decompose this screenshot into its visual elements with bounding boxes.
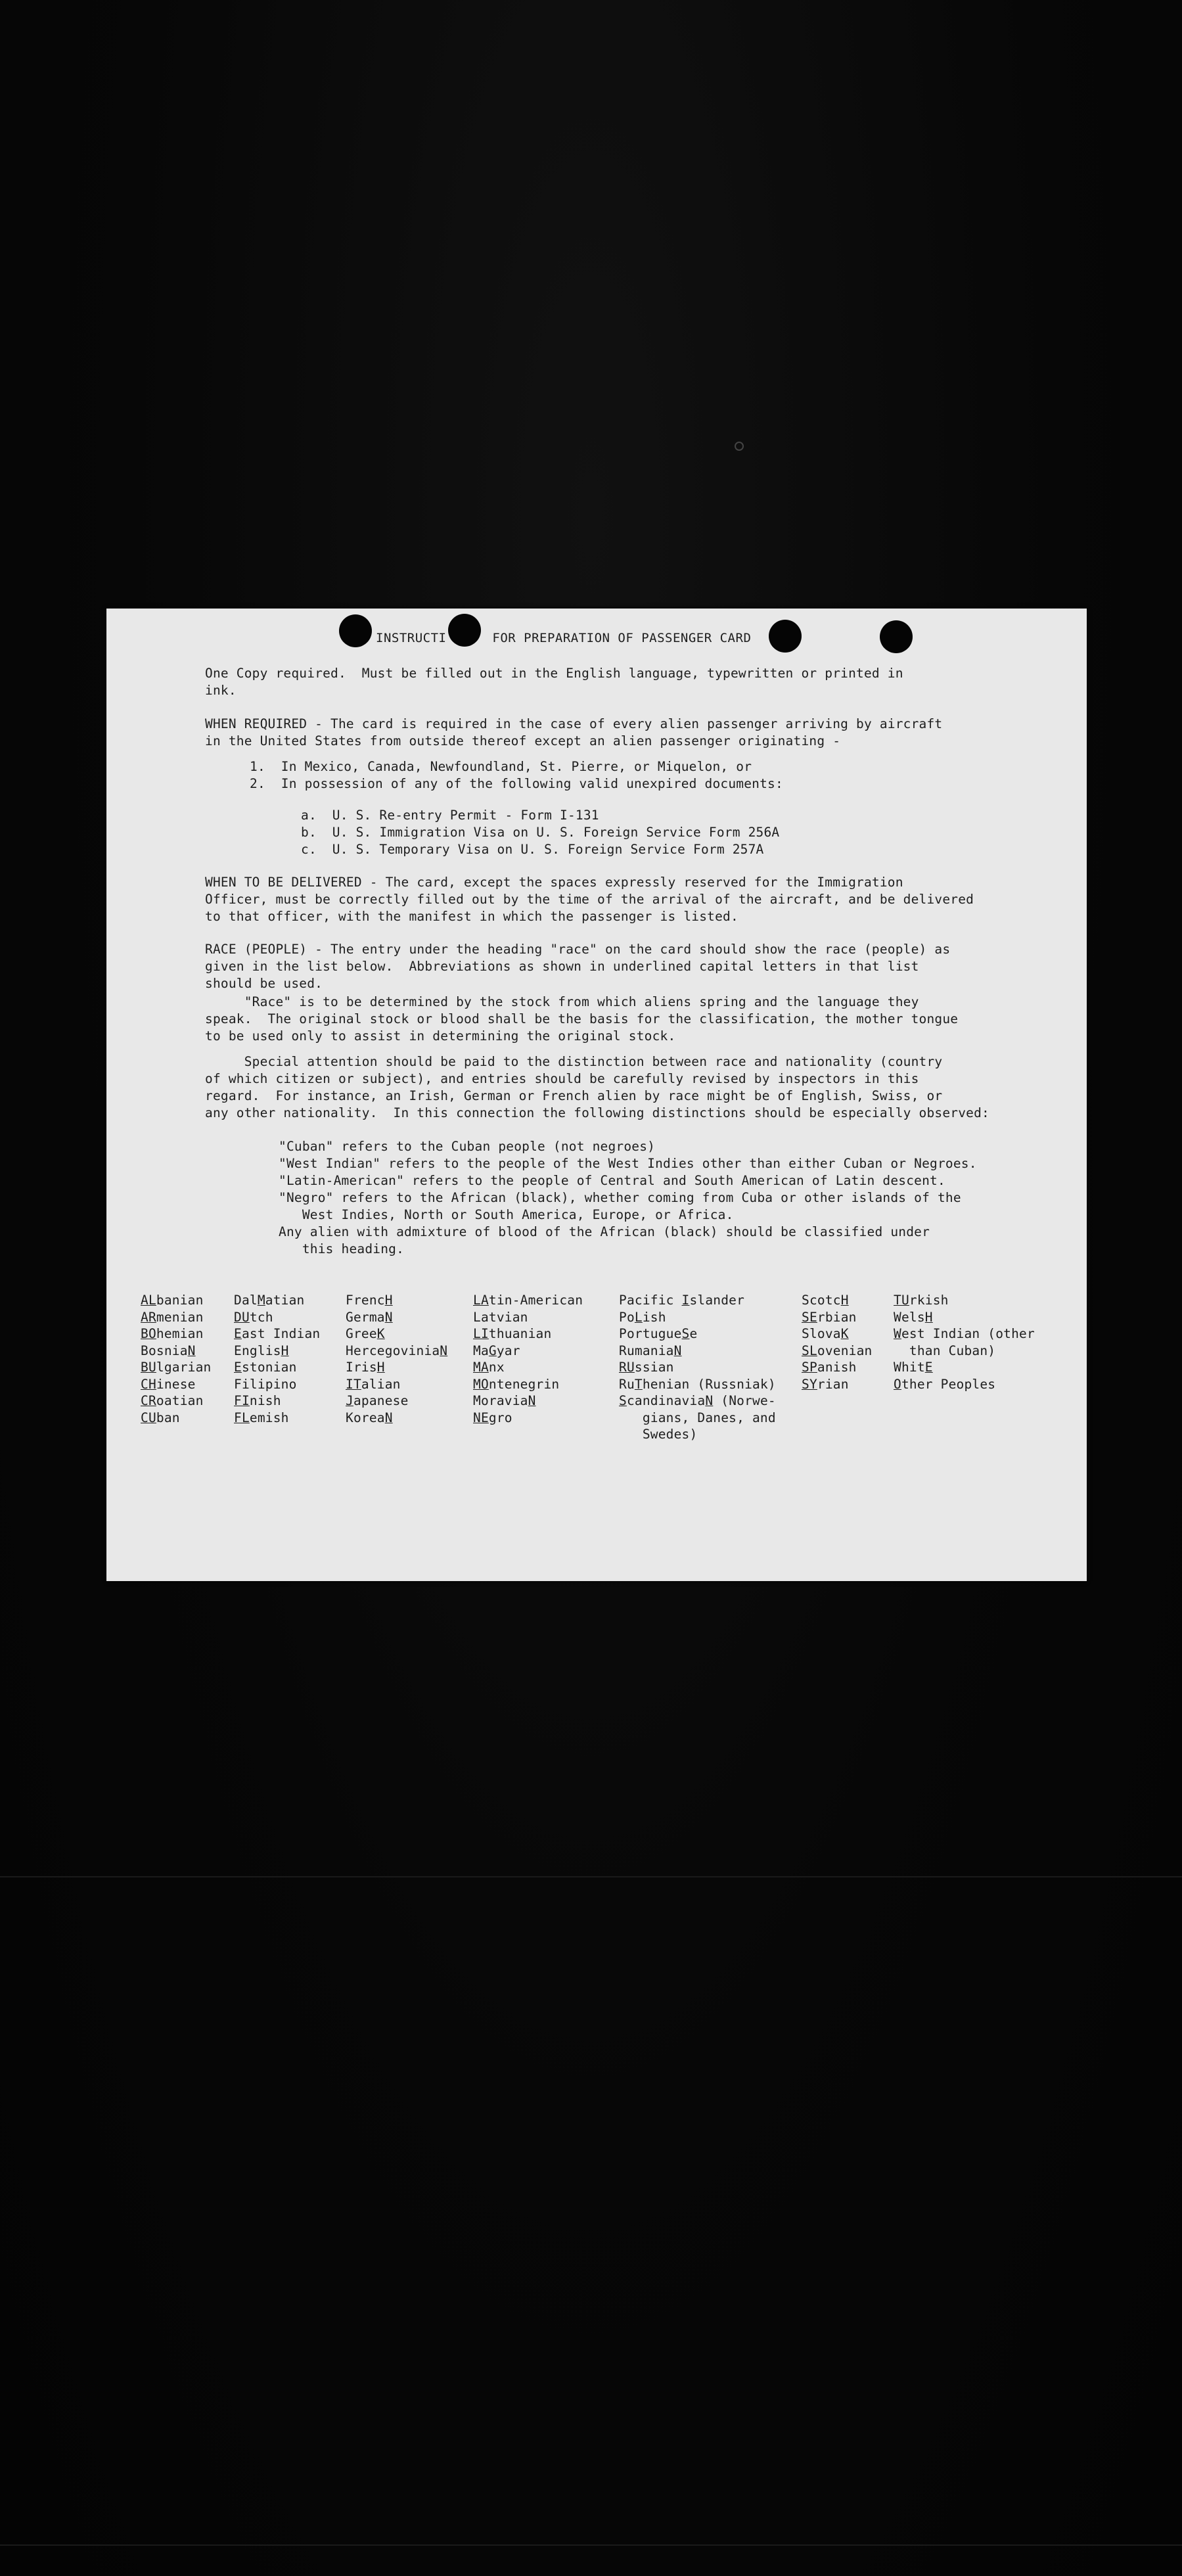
race-entry: Latvian: [473, 1309, 528, 1325]
race-determined-line-3: to be used only to assist in determining the original stock.: [205, 1028, 676, 1044]
when-delivered-line-3: to that officer, with the manifest in which the passenger is listed.: [205, 909, 739, 924]
punch-hole: [339, 614, 372, 647]
race-entry: SLovenian: [802, 1343, 873, 1358]
race-abbreviation: SE: [802, 1309, 817, 1325]
film-speck: [735, 442, 744, 451]
race-entry: BOhemian: [141, 1326, 204, 1341]
race-entry: gians, Danes, and: [619, 1410, 776, 1425]
race-abbreviation: FL: [234, 1410, 250, 1425]
race-entry: IrisH: [346, 1360, 385, 1375]
race-entry: HercegoviniaN: [346, 1343, 448, 1358]
race-entry: BUlgarian: [141, 1360, 212, 1375]
distinction-negro-1: "Negro" refers to the African (black), whether coming from Cuba or other islands of the: [279, 1190, 961, 1205]
race-entry: MAnx: [473, 1360, 505, 1375]
race-abbreviation: H: [384, 1293, 393, 1308]
race-abbreviation: K: [840, 1326, 849, 1341]
race-entry: NEgro: [473, 1410, 512, 1425]
race-entry: SErbian: [802, 1309, 857, 1325]
race-entry: PoLish: [619, 1309, 666, 1325]
document-title: INSTRUCTI FOR PREPARATION OF PASSENGER CARD: [376, 631, 752, 645]
document-item-b: b. U. S. Immigration Visa on U. S. Foreign Service Form 256A: [301, 825, 780, 840]
race-abbreviation: E: [924, 1360, 933, 1375]
race-entry: West Indian (other: [894, 1326, 1035, 1341]
punch-hole: [769, 620, 802, 653]
race-abbreviation: SY: [802, 1376, 817, 1392]
film-band: [0, 1876, 1182, 1877]
document-item-c: c. U. S. Temporary Visa on U. S. Foreign Service Form 257A: [301, 842, 764, 857]
passenger-card-instructions-page: [106, 609, 1087, 1581]
race-entry: Other Peoples: [894, 1376, 996, 1392]
race-entry: MoraviaN: [473, 1393, 536, 1408]
race-entry: Swedes): [619, 1427, 698, 1442]
race-abbreviation: FI: [234, 1393, 250, 1408]
race-entry: ARmenian: [141, 1309, 204, 1325]
race-list-column-1: [141, 1292, 211, 1426]
document-item-a: a. U. S. Re-entry Permit - Form I-131: [301, 808, 599, 823]
race-entry: RumaniaN: [619, 1343, 682, 1358]
race-entry: East Indian: [234, 1326, 321, 1341]
distinction-negro-2: West Indies, North or South America, Europe, or Africa.: [279, 1207, 734, 1222]
race-entry: FLemish: [234, 1410, 289, 1425]
race-abbreviation: M: [257, 1293, 265, 1308]
race-entry: DalMatian: [234, 1293, 305, 1308]
race-entry: CHinese: [141, 1376, 196, 1392]
race-abbreviation: H: [924, 1309, 933, 1325]
when-required-line-2: in the United States from outside thereof except an alien passenger originating -: [205, 733, 841, 748]
race-abbreviation: N: [187, 1343, 196, 1358]
race-abbreviation: LI: [473, 1326, 489, 1341]
race-abbreviation: T: [634, 1376, 643, 1392]
special-attention-line-4: any other nationality. In this connection the following distinctions should be especially observed:: [205, 1105, 989, 1120]
race-entry: GermaN: [346, 1309, 393, 1325]
race-abbreviation: S: [619, 1393, 627, 1408]
special-attention-line-1: Special attention should be paid to the distinction between race and nationality (country: [205, 1054, 943, 1069]
race-entry: Pacific Islander: [619, 1293, 745, 1308]
race-abbreviation: LA: [473, 1293, 489, 1308]
race-abbreviation: G: [488, 1343, 497, 1358]
race-entry: TUrkish: [894, 1293, 949, 1308]
race-abbreviation: MO: [473, 1376, 489, 1392]
race-abbreviation: SP: [802, 1360, 817, 1375]
race-abbreviation: N: [528, 1393, 536, 1408]
race-entry: ScandinaviaN (Norwe-: [619, 1393, 776, 1408]
race-list-column-5: [619, 1292, 776, 1443]
race-abbreviation: N: [384, 1410, 393, 1425]
race-abbreviation: CR: [141, 1393, 156, 1408]
race-entry: FInish: [234, 1393, 281, 1408]
race-entry: KoreaN: [346, 1410, 393, 1425]
race-abbreviation: S: [681, 1326, 690, 1341]
intro-line-1: One Copy required. Must be filled out in the English language, typewritten or printed in: [205, 666, 903, 681]
race-entry: GreeK: [346, 1326, 385, 1341]
distinction-admixture-2: this heading.: [279, 1241, 405, 1256]
race-abbreviation: N: [440, 1343, 448, 1358]
race-entry: than Cuban): [894, 1343, 996, 1358]
race-abbreviation: N: [673, 1343, 682, 1358]
race-entry: RUssian: [619, 1360, 674, 1375]
when-delivered-line-2: Officer, must be correctly filled out by the time of the arrival of the aircraft, and be delivered: [205, 892, 974, 907]
race-determined-line-1: "Race" is to be determined by the stock from which aliens spring and the language they: [205, 994, 919, 1009]
distinction-cuban: "Cuban" refers to the Cuban people (not negroes): [279, 1139, 656, 1154]
race-entry: ALbanian: [141, 1293, 204, 1308]
race-abbreviation: TU: [894, 1293, 909, 1308]
race-entry: BosniaN: [141, 1343, 196, 1358]
punch-hole: [880, 620, 913, 653]
race-entry: Filipino: [234, 1376, 297, 1392]
race-list-column-6: [802, 1292, 872, 1392]
race-abbreviation: BU: [141, 1360, 156, 1375]
race-abbreviation: IT: [346, 1376, 361, 1392]
distinction-admixture-1: Any alien with admixture of blood of the African (black) should be classified under: [279, 1224, 930, 1239]
race-entry: WhitE: [894, 1360, 933, 1375]
race-abbreviation: I: [681, 1293, 690, 1308]
special-attention-line-3: regard. For instance, an Irish, German or French alien by race might be of English, Swiss, or: [205, 1088, 943, 1103]
race-entry: FrencH: [346, 1293, 393, 1308]
race-entry: LIthuanian: [473, 1326, 552, 1341]
race-abbreviation: AL: [141, 1293, 156, 1308]
race-entry: ScotcH: [802, 1293, 849, 1308]
race-abbreviation: SL: [802, 1343, 817, 1358]
race-abbreviation: CU: [141, 1410, 156, 1425]
race-abbreviation: E: [234, 1360, 242, 1375]
origin-item-2: 2. In possession of any of the following valid unexpired documents:: [250, 776, 783, 791]
race-list-column-4: [473, 1292, 583, 1426]
race-entry: PortugueSe: [619, 1326, 698, 1341]
race-entry: MaGyar: [473, 1343, 520, 1358]
race-entry: LAtin-American: [473, 1293, 583, 1308]
race-entry: CRoatian: [141, 1393, 204, 1408]
race-determined-line-2: speak. The original stock or blood shall be the basis for the classification, the mother tongue: [205, 1011, 959, 1026]
race-entry: Japanese: [346, 1393, 409, 1408]
race-abbreviation: N: [384, 1309, 393, 1325]
race-abbreviation: BO: [141, 1326, 156, 1341]
race-entry: WelsH: [894, 1309, 933, 1325]
distinction-latin-american: "Latin-American" refers to the people of Central and South American of Latin descent.: [279, 1173, 945, 1188]
race-entry: DUtch: [234, 1309, 273, 1325]
race-abbreviation: NE: [473, 1410, 489, 1425]
intro-line-2: ink.: [205, 683, 237, 698]
race-abbreviation: W: [894, 1326, 901, 1341]
race-people-line-2: given in the list below. Abbreviations as shown in underlined capital letters in that list: [205, 959, 919, 974]
race-abbreviation: AR: [141, 1309, 156, 1325]
race-abbreviation: L: [634, 1309, 643, 1325]
race-entry: ITalian: [346, 1376, 401, 1392]
race-entry: CUban: [141, 1410, 180, 1425]
film-band: [0, 2544, 1182, 2546]
race-abbreviation: O: [894, 1376, 901, 1392]
when-required-line-1: WHEN REQUIRED - The card is required in the case of every alien passenger arriving by aircraft: [205, 716, 943, 731]
race-people-line-1: RACE (PEOPLE) - The entry under the heading "race" on the card should show the race (people) as: [205, 942, 951, 957]
race-entry: Estonian: [234, 1360, 297, 1375]
when-delivered-line-1: WHEN TO BE DELIVERED - The card, except the spaces expressly reserved for the Immigration: [205, 875, 903, 890]
race-entry: RuThenian (Russniak): [619, 1376, 776, 1392]
race-abbreviation: H: [281, 1343, 289, 1358]
race-list-column-3: [346, 1292, 447, 1426]
race-people-line-3: should be used.: [205, 976, 323, 991]
race-abbreviation: MA: [473, 1360, 489, 1375]
race-entry: SPanish: [802, 1360, 857, 1375]
race-abbreviation: DU: [234, 1309, 250, 1325]
race-abbreviation: CH: [141, 1376, 156, 1392]
origin-item-1: 1. In Mexico, Canada, Newfoundland, St. Pierre, or Miquelon, or: [250, 759, 752, 774]
race-entry: MOntenegrin: [473, 1376, 560, 1392]
special-attention-line-2: of which citizen or subject), and entries should be carefully revised by inspectors in this: [205, 1071, 919, 1086]
race-abbreviation: H: [840, 1293, 849, 1308]
race-abbreviation: J: [346, 1393, 353, 1408]
race-abbreviation: E: [234, 1326, 242, 1341]
race-abbreviation: H: [376, 1360, 385, 1375]
race-list-column-2: [234, 1292, 320, 1426]
race-entry: SlovaK: [802, 1326, 849, 1341]
race-entry: SYrian: [802, 1376, 849, 1392]
distinction-west-indian: "West Indian" refers to the people of the West Indies other than either Cuban or Negroes.: [279, 1156, 977, 1171]
race-list-column-7: [894, 1292, 1035, 1392]
race-abbreviation: RU: [619, 1360, 635, 1375]
race-entry: EnglisH: [234, 1343, 289, 1358]
race-abbreviation: K: [376, 1326, 385, 1341]
